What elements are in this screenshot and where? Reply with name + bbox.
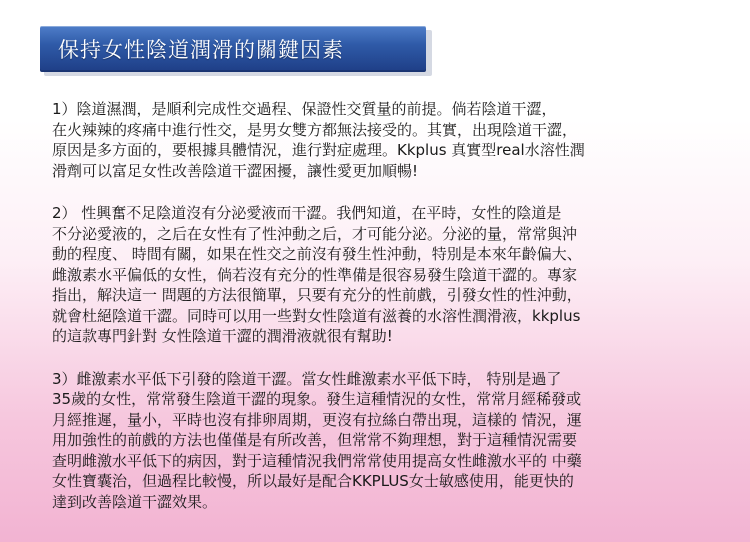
article-body xyxy=(52,99,700,512)
page-title: 保持女性陰道潤滑的關鍵因素 xyxy=(58,38,344,62)
paragraph-2: 2） 性興奮不足陰道沒有分泌愛液而干澀。我們知道，在平時，女性的陰道是 不分泌愛液的，之后在女性有了性沖動之后，才可能分泌。分泌的量，常常與沖 動的程度、 時間有關，如果在性交之前沒有發生性沖動，特別是本來年齡偏大、 雌激素水平偏低的女性，倘若沒有充分的性準備是很容易發生陰道干澀的。專家 指出，解決這一 問題的方法很簡單，只要有充分的性前戲，引發女性的性沖動， 就會杜絕陰道干澀。同時可以用一些對女性陰道有滋養的水溶性潤滑液，kkplus 的這款專門針對 女性陰道干澀的潤滑液就很有幫助! xyxy=(52,204,582,345)
paragraph-1: 1）陰道濕潤，是順利完成性交過程、保證性交質量的前提。倘若陰道干澀， 在火辣辣的疼痛中進行性交，是男女雙方都無法接受的。其實，出現陰道干澀， 原因是多方面的，要根據具體情況，進行對症處理。Kkplus 真實型real水溶性潤 滑劑可以富足女性改善陰道干澀困擾，讓性愛更加順暢! xyxy=(52,100,585,180)
title-banner xyxy=(40,26,426,72)
paragraph-3: 3）雌激素水平低下引發的陰道干澀。當女性雌激素水平低下時， 特別是過了 35歲的女性，常常發生陰道干澀的現象。發生這種情況的女性，常常月經稀發或 月經推遲，量小，平時也沒有排卵周期，更沒有拉絲白帶出現，這樣的 情況，運 用加強性的前戲的方法也僅僅是有所改善，但常常不夠理想，對于這種情況需要 查明雌激水平低下的病因，對于這種情況我們常常使用提高女性雌激水平的 中藥 女性寶囊治，但過程比較慢，所以最好是配合KKPLUS女士敏感使用，能更快的 達到改善陰道干澀效果。 xyxy=(52,369,582,511)
